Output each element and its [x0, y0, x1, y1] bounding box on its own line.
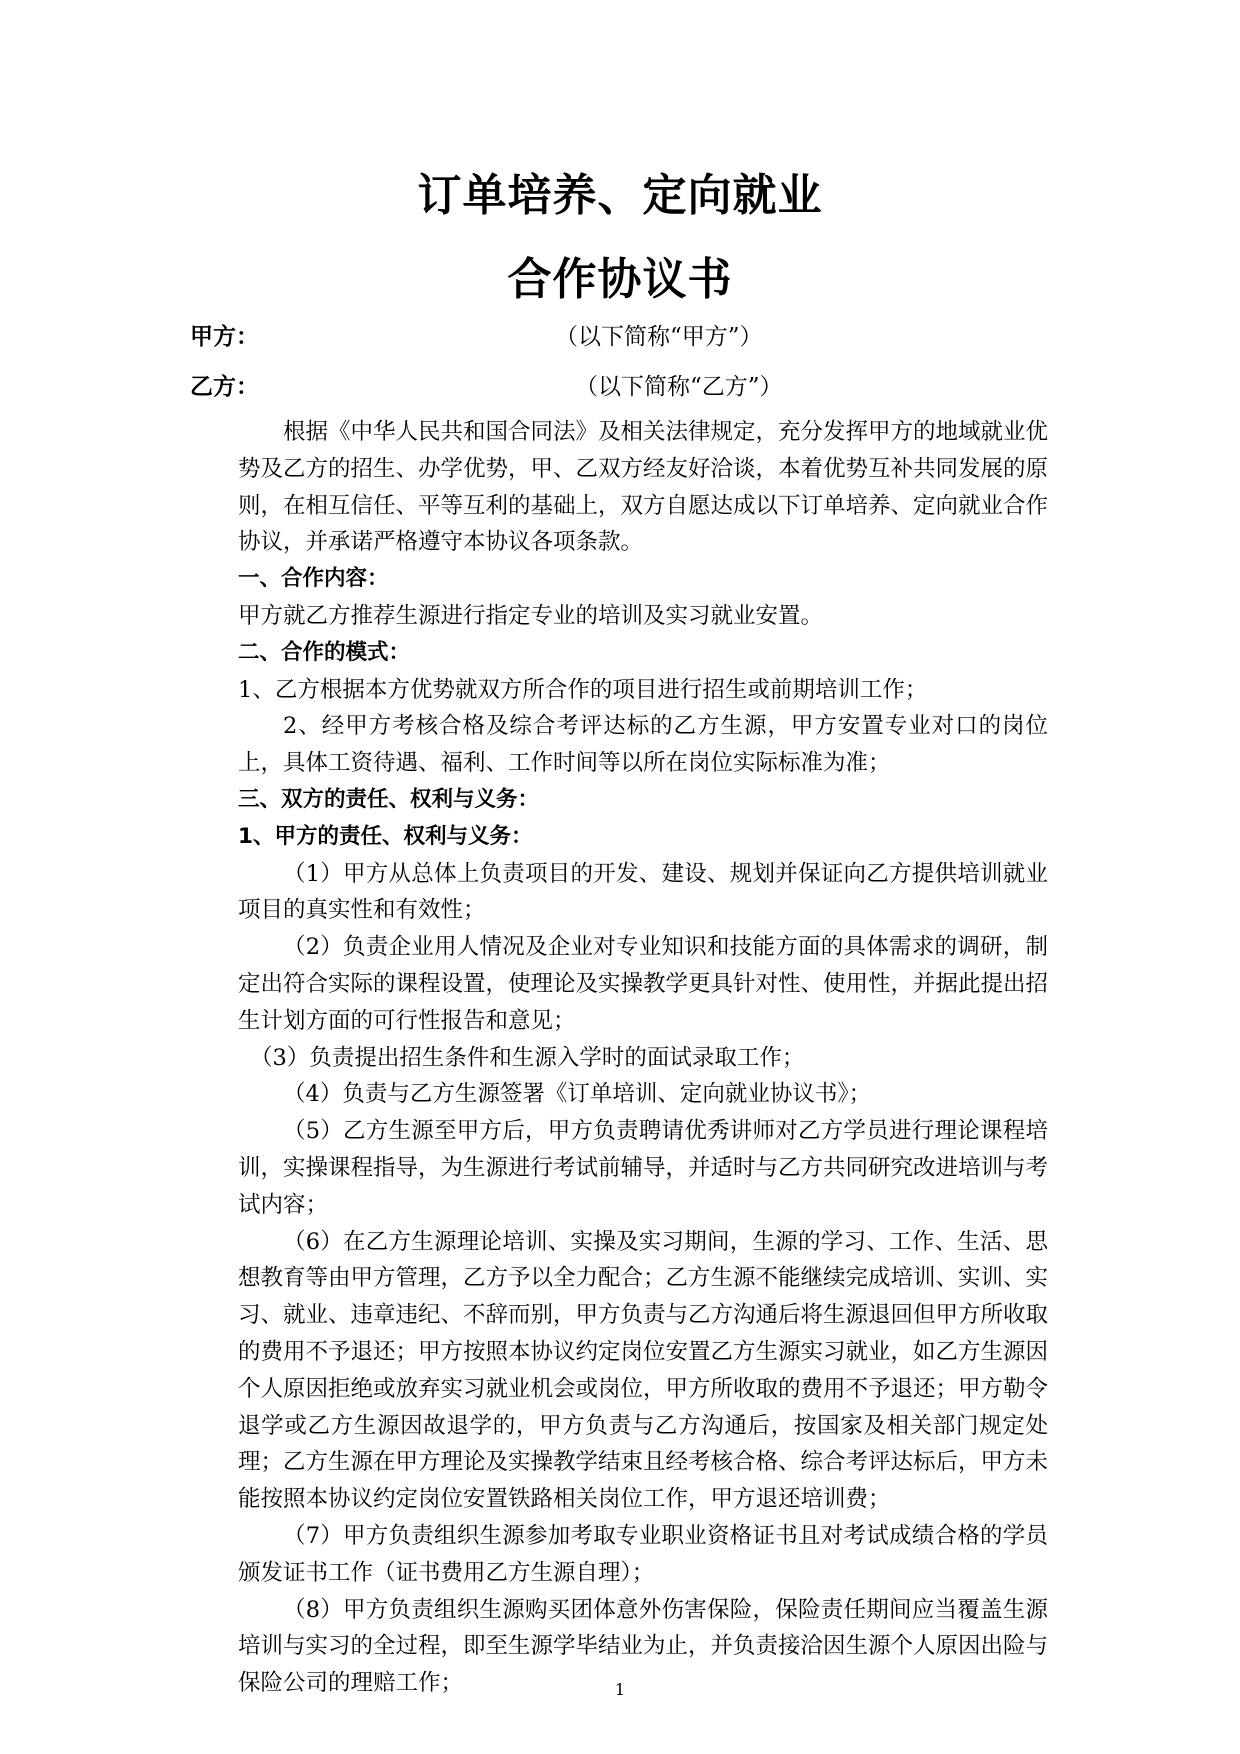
duty-item-4: （4）负责与乙方生源签署《订单培训、定向就业协议书》；	[283, 1081, 872, 1108]
section2-item2: 2、经甲方考核合格及综合考评达标的乙方生源，甲方安置专业对口的岗位上，具体工资待遇、福利、工作时间等以所在岗位实际标准为准；	[238, 713, 1048, 777]
party-b-label: 乙方：	[190, 374, 259, 400]
intro-paragraph: 根据《中华人民共和国合同法》及相关法律规定，充分发挥甲方的地域就业优势及乙方的招生、办学优势，甲、乙双方经友好洽谈，本着优势互补共同发展的原则，在相互信任、平等互利的基础上，双方自愿达成以下订单培养、定向就业合作协议，并承诺严格遵守本协议各项条款。	[238, 419, 1049, 556]
party-a-note: （以下简称“甲方”）	[555, 324, 763, 350]
duty-item-3: （3）负责提出招生条件和生源入学时的面试录取工作；	[250, 1044, 805, 1071]
party-a-label: 甲方：	[190, 324, 259, 350]
document-title-line2: 合作协议书	[507, 254, 733, 305]
section1-heading: 一、合作内容：	[238, 566, 389, 592]
duty-item-6: （6）在乙方生源理论培训、实操及实习期间，生源的学习、工作、生活、思想教育等由甲方管理，乙方予以全力配合；乙方生源不能继续完成培训、实训、实习、就业、违章违纪、不辞而别，甲方负责与乙方沟通后将生源退回但甲方所收取的费用不予退还；甲方按照本协议约定岗位安置乙方生源实习就业，如乙方生源因个人原因拒绝或放弃实习就业机会或岗位，甲方所收取的费用不予退还；甲方勒令退学或乙方生源因故退学的，甲方负责与乙方沟通后，按国家及相关部门规定处理；乙方生源在甲方理论及实操教学结束且经考核合格、综合考评达标后，甲方未能按照本协议约定岗位安置铁路相关岗位工作，甲方退还培训费；	[238, 1228, 1049, 1513]
section3-heading: 三、双方的责任、权利与义务：	[238, 786, 540, 812]
duty-item-8: （8）甲方负责组织生源购买团体意外伤害保险，保险责任期间应当覆盖生源培训与实习的全过程，即至生源学毕结业为止，并负责接洽因生源个人原因出险与保险公司的理赔工作；	[238, 1596, 1049, 1697]
duty-item-2: （2）负责企业用人情况及企业对专业知识和技能方面的具体需求的调研，制定出符合实际的课程设置，使理论及实操教学更具针对性、使用性，并据此提出招生计划方面的可行性报告和意见；	[238, 934, 1049, 1034]
document-title-line1: 订单培养、定向就业	[417, 170, 823, 221]
section2-heading: 二、合作的模式：	[238, 639, 411, 665]
section1-text: 甲方就乙方推荐生源进行指定专业的培训及实习就业安置。	[238, 602, 824, 629]
duty-item-5: （5）乙方生源至甲方后，甲方负责聘请优秀讲师对乙方学员进行理论课程培训，实操课程指导，为生源进行考试前辅导，并适时与乙方共同研究改进培训与考试内容；	[238, 1118, 1049, 1218]
duty-item-1: （1）甲方从总体上负责项目的开发、建设、规划并保证向乙方提供培训就业项目的真实性和有效性；	[238, 860, 1048, 924]
party-b-note: （以下简称“乙方”）	[575, 374, 783, 400]
duty-item-7: （7）甲方负责组织生源参加考取专业职业资格证书且对考试成绩合格的学员颁发证书工作（证书费用乙方生源自理）；	[238, 1522, 1048, 1586]
section3-sub1-heading: 1、甲方的责任、权利与义务：	[238, 823, 533, 849]
agreement-body	[238, 414, 1048, 1702]
section2-item1: 1、乙方根据本方优势就双方所合作的项目进行招生或前期培训工作；	[238, 676, 928, 703]
page-number: 1	[614, 1680, 626, 1699]
